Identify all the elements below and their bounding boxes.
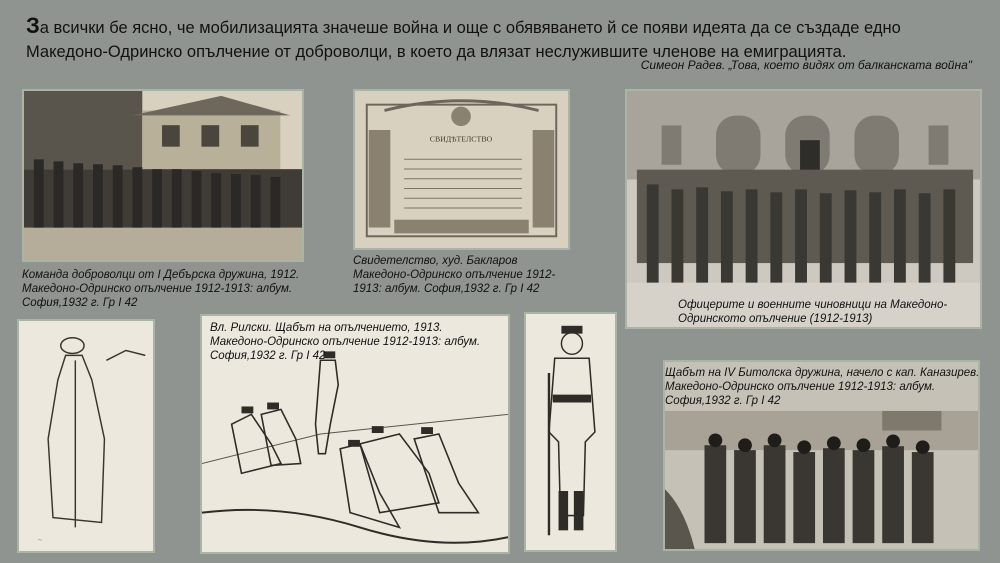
intro-paragraph xyxy=(26,14,986,64)
intro-dropcap: З xyxy=(26,13,40,38)
cloak-soldier-sketch xyxy=(17,319,155,553)
officers-caption: Офицерите и военните чиновници на Македоно-Одринското опълчение (1912-1913) xyxy=(678,299,948,325)
svg-text:~: ~ xyxy=(38,538,42,545)
certificate-title: СВИДѢТЕЛСТВО xyxy=(429,134,493,144)
volunteers-caption: Команда доброволци от I Дебърска дружина, 1912. Македоно-Одринско опълчение 1912-1913: албум. София,1932 г. Гр I 42 xyxy=(22,269,300,309)
bitola-caption: Щабът на IV Битолска дружина, начело с кап. Каназирев. Македоно-Одринско опълчение 1912-1913: албум. София,1932 г. Гр I 42 xyxy=(665,367,980,407)
staff-caption: Вл. Рилски. Щабът на опълчението, 1913. Македоно-Одринско опълчение 1912-1913: албум. София,1932 г. Гр I 42 xyxy=(210,322,481,362)
rifle-soldier-sketch xyxy=(524,312,617,552)
volunteers-photo xyxy=(22,89,304,262)
intro-text: а всички бе ясно, че мобилизацията значеше война и още с обявяването й се появи идеята да се създаде едно Македоно-Одринско опълчение от доброволци, в което да влязат неслужившите членове на емиграцията. xyxy=(26,19,901,61)
officers-photo xyxy=(625,89,982,329)
certificate-caption: Свидетелство, худ. Бакларов Македоно-Одринско опълчение 1912-1913: албум. София,1932 г. Гр I 42 xyxy=(353,255,556,295)
certificate-photo xyxy=(353,89,570,250)
quote-source: Симеон Радев. „Това, което видях от балканската война" xyxy=(640,58,972,72)
